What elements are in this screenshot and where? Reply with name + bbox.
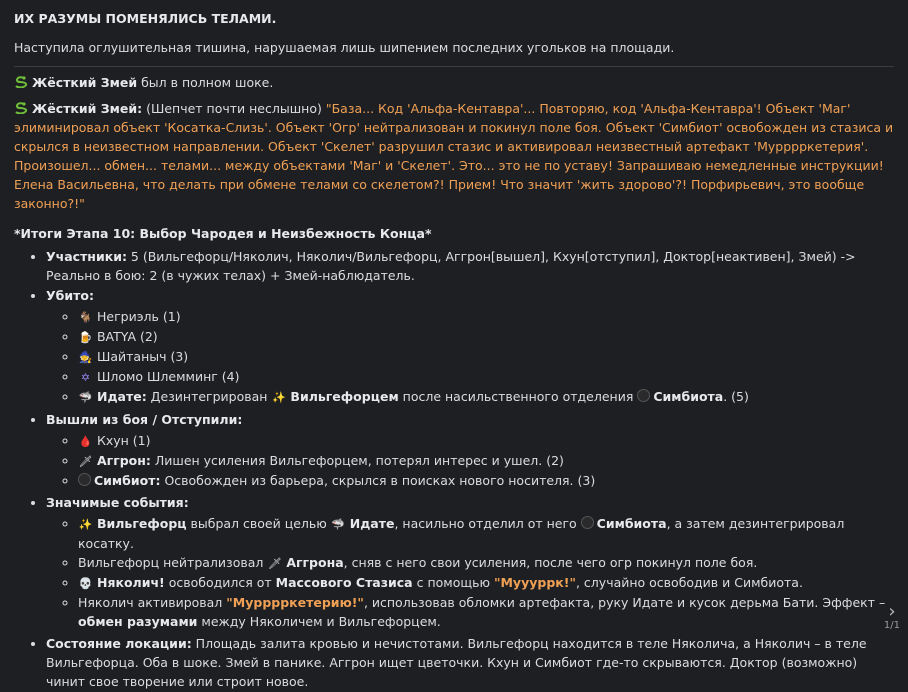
list-item [78,514,894,553]
event-text: с помощью [412,575,494,590]
list-item [46,286,894,407]
participants-label: Участники: [46,249,127,264]
shout-text: "Муууррк!" [493,575,576,590]
symbiote-text: Освобожден из барьера, скрылся в поисках нового носителя. (3) [160,473,596,488]
killed-item-text: Негриэль (1) [96,309,181,324]
artifact-name: "Мурррркетерию!" [226,595,364,610]
snake-name: Жёсткий Змей [32,75,138,90]
wilgefortz-name: Вильгефорц [96,516,187,531]
skull-icon: 💀 [78,577,93,590]
star-of-david-icon: ✡ [80,371,91,384]
wilgefortz-name: Вильгефорцем [290,389,399,404]
list-item [78,387,894,407]
khun-text: Кхун (1) [96,433,151,448]
idate-text: после насильственного отделения [398,389,638,404]
list-item [46,247,894,285]
list-item [78,451,894,471]
aggron-name: Аггрон: [96,453,151,468]
participants-text: 5 (Вильгефорц/Няколич, Няколич/Вильгефорц, Аггрон[вышел], Кхун[отступил], Доктор[неактивен], Змей) -> Реально в бою: 2 (в чужих телах) + Змей-наблюдатель. [46,249,856,283]
list-item [78,367,894,387]
stasis-name: Массового Стазиса [275,575,413,590]
killed-label: Убито: [46,288,94,303]
list-item [78,593,894,631]
symbiote-name: Симбиота [596,516,667,531]
wizard-icon: 🧙 [78,351,93,364]
shark-icon: 🦈 [331,518,346,531]
list-item [78,471,894,490]
events-label: Значимые события: [46,495,189,510]
symbiote-name: Симбиота [653,389,724,404]
event-text: , сняв с него свои усиления, после чего огр покинул поле боя. [343,555,758,570]
idate-name: Идате [349,516,395,531]
pager [883,601,900,631]
message-title: ИХ РАЗУМЫ ПОМЕНЯЛИСЬ ТЕЛАМИ. [14,11,277,26]
aggron-text: Лишен усиления Вильгефорцем, потерял интерес и ушел. (2) [150,453,564,468]
list-item [78,307,894,327]
effect-name: обмен разумами [78,614,198,629]
snake-speech-quote: "База... Код 'Альфа-Кентавра'... Повторяю, код 'Альфа-Кентавра'! Объект 'Маг' элиминировал объект 'Косатка-Слизь'. Объект 'Огр' нейтрализован и покинул поле боя. Объект 'Симбиот' освобожден из стазиса и скрылся в неизвестном направлении. Объект 'Скелет' разрушил стазис и активировал неизвестный артефакт 'Мурррркетерия'. Произошел... обмен... телами... между объектами 'Маг' и 'Скелет'. Это... это не по уставу! Запрашиваю немедленные инструкции! Елена Васильевна, что делать при обмене телами со скелетом?! Прием! Что значит 'жить здорово'?! Порфирьевич, это вообще законно?!" [14,101,894,211]
list-item [78,431,894,451]
events-list [46,514,894,631]
killed-item-text: Шломо Шлемминг (4) [96,369,240,384]
aggron-name: Аггрона [286,555,344,570]
event-text: Вильгефорц нейтрализовал [78,555,268,570]
black-circle-icon [581,516,594,529]
list-item [78,327,894,347]
page-counter: 1/1 [883,620,900,631]
snake-speech-name: Жёсткий Змей: [32,101,143,116]
sparkles-icon: ✨ [272,391,286,404]
blood-drop-icon: 🩸 [78,435,93,448]
list-item [78,347,894,367]
intro-text: Наступила оглушительная тишина, нарушаемая лишь шипением последних угольков на площади. [14,40,675,55]
black-circle-icon [78,473,91,486]
event-text: между Няколичем и Вильгефорцем. [197,614,441,629]
left-label: Вышли из боя / Отступили: [46,412,243,427]
divider [14,66,894,67]
snake-line [14,73,894,92]
killed-item-text: BATYA (2) [96,329,158,344]
snake-icon [14,76,28,88]
idate-text: . (5) [723,389,749,404]
list-item [78,573,894,593]
event-text: , случайно освободив и Симбиота. [575,575,803,590]
dagger-icon: 🗡 [78,455,93,468]
goat-icon: 🐐 [78,311,93,324]
killed-item-text: Шайтаныч (3) [96,349,189,364]
event-text: , насильно отделил от него [394,516,581,531]
message-content [14,8,894,692]
symbiote-name: Симбиот: [94,473,161,488]
event-text: освободился от [164,575,276,590]
shark-icon: 🦈 [78,391,93,404]
dagger-icon: 🗡 [267,557,282,570]
event-text: , использовав обломки артефакта, руку Идате и кусок дерьма Бати. Эффект – [363,595,886,610]
list-item [78,553,894,573]
idate-name: Идате: [96,389,147,404]
list-item [46,493,894,631]
list-item [46,410,894,490]
killed-list [46,307,894,407]
snake-speech-aside: (Шепчет почти неслышно) [142,101,326,116]
sparkles-icon: ✨ [78,518,93,531]
event-text: , а затем дезинтегрировал косатку. [78,516,845,551]
nyakolich-name: Няколич! [96,575,165,590]
list-item [46,634,894,691]
idate-text: Дезинтегрирован [146,389,272,404]
event-text: Няколич активировал [78,595,227,610]
snake-speech [14,99,894,213]
snake-line-text: был в полном шоке. [137,75,274,90]
left-list [46,431,894,490]
chevron-right-icon[interactable]: › [888,601,896,622]
summary-title: *Итоги Этапа 10: Выбор Чародея и Неизбежность Конца* [14,226,432,241]
beer-icon: 🍺 [78,331,93,344]
event-text: выбрал своей целью [186,516,331,531]
summary-list [14,247,894,691]
black-circle-icon [637,389,650,402]
location-text: Площадь залита кровью и нечистотами. Вильгефорц находится в теле Няколича, а Няколич – в теле Вильгефорца. Оба в шоке. Змей в панике. Аггрон ищет цветочки. Кхун и Симбиот где-то скрываются. Доктор (возможно) чинит свое творение или строит новое. [46,636,867,689]
snake-icon [14,102,28,114]
location-label: Состояние локации: [46,636,192,651]
